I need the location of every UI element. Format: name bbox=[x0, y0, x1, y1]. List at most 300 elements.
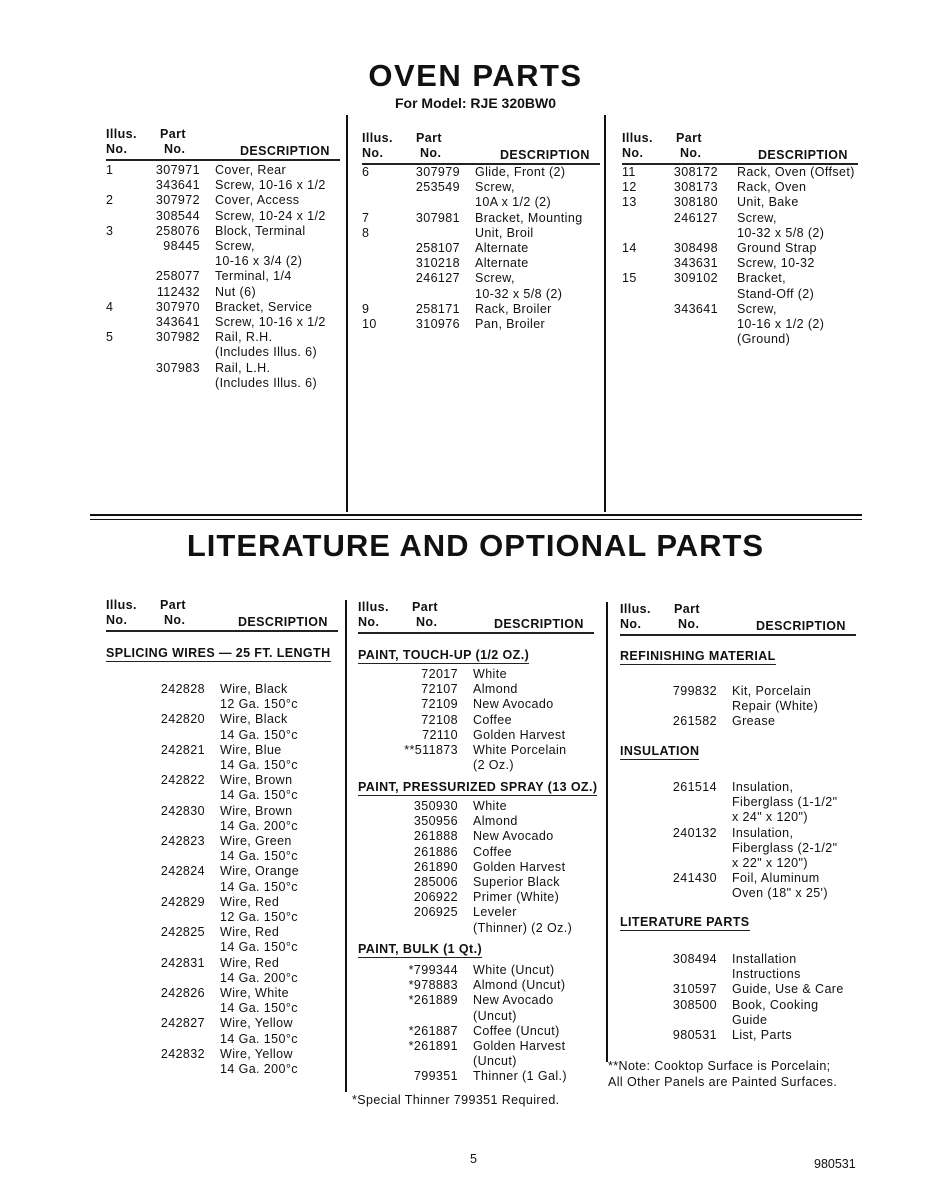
description: (2 Oz.) bbox=[473, 758, 514, 773]
table-row bbox=[358, 743, 618, 758]
description: Rack, Oven bbox=[737, 180, 807, 195]
part-number: 72110 bbox=[422, 727, 458, 742]
description: Alternate bbox=[475, 241, 529, 255]
part-header-no: No. bbox=[164, 613, 186, 627]
description: (Includes Illus. 6) bbox=[215, 375, 318, 390]
description: Guide, Use & Care bbox=[732, 982, 844, 997]
description: Screw, bbox=[475, 180, 515, 195]
description: (Uncut) bbox=[473, 1008, 517, 1023]
table-row bbox=[362, 241, 622, 256]
illus-header: Illus. bbox=[362, 131, 393, 145]
description: Bracket, Service bbox=[215, 299, 313, 314]
description: Unit, Broil bbox=[475, 225, 534, 240]
description: Wire, Red bbox=[220, 894, 280, 909]
table-row bbox=[106, 300, 366, 315]
table-row bbox=[362, 317, 622, 332]
part-number: 242826 bbox=[160, 986, 205, 1000]
part-number: 258076 bbox=[155, 223, 200, 238]
table-row bbox=[622, 287, 882, 302]
description: 14 Ga. 150°c bbox=[220, 879, 298, 894]
description: 14 Ga. 150°c bbox=[220, 940, 298, 955]
illus-number: 5 bbox=[106, 330, 114, 345]
description: Screw, bbox=[737, 210, 777, 225]
description: 14 Ga. 150°c bbox=[220, 849, 298, 864]
part-number: **511873 bbox=[404, 743, 458, 757]
part-number: 242821 bbox=[160, 742, 205, 757]
table-row bbox=[106, 178, 366, 193]
illus-header-no: No. bbox=[106, 142, 128, 156]
part-number: 242823 bbox=[160, 834, 205, 848]
part-number: 307971 bbox=[155, 163, 200, 177]
table-row bbox=[106, 910, 366, 925]
description: 12 Ga. 150°c bbox=[220, 910, 298, 924]
description: 10-32 x 5/8 (2) bbox=[737, 225, 825, 240]
table-row bbox=[362, 180, 622, 195]
table-row bbox=[620, 998, 880, 1013]
description-header: DESCRIPTION bbox=[494, 617, 584, 631]
part-number: 980531 bbox=[672, 1028, 717, 1042]
part-number: 307981 bbox=[415, 210, 460, 225]
table-row bbox=[106, 758, 366, 773]
table-row bbox=[106, 209, 366, 224]
table-row bbox=[358, 1024, 618, 1039]
table-row bbox=[358, 667, 618, 682]
part-number: 72109 bbox=[421, 697, 458, 712]
illus-header-no: No. bbox=[362, 146, 384, 160]
part-header: Part bbox=[416, 131, 442, 145]
table-row bbox=[106, 895, 366, 910]
header-rule bbox=[620, 634, 856, 636]
illus-header: Illus. bbox=[358, 600, 389, 614]
part-number: 310976 bbox=[415, 317, 460, 331]
part-number: 350956 bbox=[413, 814, 458, 829]
description: Almond bbox=[473, 682, 518, 697]
part-number: 72107 bbox=[421, 682, 458, 697]
table-row bbox=[358, 1069, 618, 1084]
section-divider bbox=[90, 519, 862, 520]
table-row bbox=[362, 211, 622, 226]
part-number: 242828 bbox=[160, 682, 205, 696]
table-row bbox=[620, 810, 880, 825]
description: (Ground) bbox=[737, 332, 791, 347]
header-rule bbox=[106, 630, 338, 632]
description: Fiberglass (2-1/2" bbox=[732, 840, 838, 855]
part-number: 258107 bbox=[415, 241, 460, 255]
description: Almond bbox=[473, 814, 518, 829]
table-row bbox=[622, 302, 882, 317]
section-heading: REFINISHING MATERIAL bbox=[620, 649, 776, 663]
part-number: 343631 bbox=[673, 256, 718, 271]
description-header: DESCRIPTION bbox=[500, 148, 590, 162]
description: Coffee bbox=[473, 712, 513, 727]
description: Superior Black bbox=[473, 875, 560, 889]
table-row bbox=[620, 856, 880, 871]
description: Ground Strap bbox=[737, 241, 817, 255]
illus-number: 2 bbox=[106, 193, 114, 208]
description: 14 Ga. 150°c bbox=[220, 727, 298, 742]
part-number: 253549 bbox=[415, 180, 460, 195]
description: (Uncut) bbox=[473, 1054, 517, 1069]
part-header: Part bbox=[676, 131, 702, 145]
part-number: 307970 bbox=[155, 299, 200, 314]
description: (Includes Illus. 6) bbox=[215, 345, 318, 360]
part-number: 308498 bbox=[673, 241, 718, 255]
description: White bbox=[473, 667, 507, 681]
part-number: 307979 bbox=[415, 165, 460, 179]
table-row bbox=[106, 986, 366, 1001]
description: 12 Ga. 150°c bbox=[220, 697, 298, 712]
table-row bbox=[362, 287, 622, 302]
description: Wire, Black bbox=[220, 682, 288, 696]
illus-number: 1 bbox=[106, 163, 114, 177]
description: Book, Cooking bbox=[732, 997, 819, 1012]
description: Screw, 10-16 x 1/2 bbox=[215, 178, 326, 193]
part-number: 308180 bbox=[673, 195, 718, 210]
part-number: 258171 bbox=[415, 301, 460, 316]
description: 10-16 x 3/4 (2) bbox=[215, 254, 303, 269]
table-row bbox=[106, 743, 366, 758]
part-header-no: No. bbox=[678, 617, 700, 631]
description: Wire, Red bbox=[220, 955, 280, 970]
table-row bbox=[106, 819, 366, 834]
table-row bbox=[106, 834, 366, 849]
part-number: 343641 bbox=[155, 315, 200, 329]
description-header: DESCRIPTION bbox=[756, 619, 846, 633]
illus-header: Illus. bbox=[622, 131, 653, 145]
description: Screw, bbox=[215, 239, 255, 253]
table-row bbox=[362, 165, 622, 180]
illus-number: 14 bbox=[622, 241, 637, 255]
part-number: 206922 bbox=[413, 890, 458, 905]
part-number: *978883 bbox=[408, 978, 458, 993]
part-number: 242825 bbox=[160, 925, 205, 940]
description: White Porcelain bbox=[473, 743, 567, 757]
description: Golden Harvest bbox=[473, 727, 566, 742]
part-number: 72108 bbox=[421, 712, 458, 727]
description: Pan, Broiler bbox=[475, 317, 546, 331]
description: Insulation, bbox=[732, 825, 794, 840]
table-row bbox=[106, 880, 366, 895]
description: New Avocado bbox=[473, 697, 554, 712]
description: Glide, Front (2) bbox=[475, 165, 566, 179]
illus-number: 9 bbox=[362, 301, 370, 316]
part-number: 258077 bbox=[155, 269, 200, 284]
part-number: 242827 bbox=[160, 1016, 205, 1031]
part-header-no: No. bbox=[416, 615, 438, 629]
illus-number: 11 bbox=[622, 165, 636, 179]
description: Almond (Uncut) bbox=[473, 978, 566, 993]
description: Wire, Brown bbox=[220, 773, 293, 788]
table-row bbox=[620, 826, 880, 841]
table-row bbox=[106, 940, 366, 955]
table-row bbox=[358, 1009, 618, 1024]
table-row bbox=[106, 1047, 366, 1062]
description: Rail, R.H. bbox=[215, 330, 273, 345]
part-number: 206925 bbox=[413, 905, 458, 920]
description: Wire, Brown bbox=[220, 803, 293, 818]
description: Primer (White) bbox=[473, 890, 560, 905]
description: Terminal, 1/4 bbox=[215, 269, 292, 284]
description: 10A x 1/2 (2) bbox=[475, 195, 552, 210]
table-row bbox=[622, 332, 882, 347]
part-number: 240132 bbox=[672, 825, 717, 840]
table-row bbox=[622, 241, 882, 256]
table-row bbox=[358, 845, 618, 860]
part-number: 246127 bbox=[673, 210, 718, 225]
illus-number: 12 bbox=[622, 180, 637, 195]
table-row bbox=[622, 317, 882, 332]
table-row bbox=[358, 829, 618, 844]
table-row bbox=[106, 269, 366, 284]
illus-header: Illus. bbox=[106, 127, 137, 141]
description: 10-16 x 1/2 (2) bbox=[737, 317, 825, 331]
description: Wire, Black bbox=[220, 712, 288, 727]
table-row bbox=[106, 773, 366, 788]
illus-number: 13 bbox=[622, 195, 637, 210]
table-row bbox=[362, 256, 622, 271]
table-row bbox=[620, 684, 880, 699]
part-number: 242830 bbox=[160, 803, 205, 818]
table-row bbox=[358, 814, 618, 829]
description: Instructions bbox=[732, 967, 801, 982]
description: Nut (6) bbox=[215, 284, 257, 299]
illus-number: 6 bbox=[362, 165, 370, 179]
part-number: 308500 bbox=[672, 997, 717, 1012]
description: x 22" x 120") bbox=[732, 856, 808, 870]
table-row bbox=[358, 799, 618, 814]
description: New Avocado bbox=[473, 993, 554, 1008]
header-rule bbox=[358, 632, 594, 634]
section-heading: PAINT, TOUCH-UP (1/2 OZ.) bbox=[358, 648, 530, 662]
table-row bbox=[106, 728, 366, 743]
table-row bbox=[106, 330, 366, 345]
table-row bbox=[106, 925, 366, 940]
description: Screw, 10-24 x 1/2 bbox=[215, 208, 326, 223]
part-number: 261582 bbox=[672, 714, 717, 729]
description: Screw, bbox=[475, 271, 515, 286]
description: Rail, L.H. bbox=[215, 360, 271, 375]
illus-header-no: No. bbox=[620, 617, 642, 631]
description: 14 Ga. 150°c bbox=[220, 788, 298, 803]
table-row bbox=[358, 921, 618, 936]
section-heading: LITERATURE PARTS bbox=[620, 915, 750, 929]
illus-header: Illus. bbox=[106, 598, 137, 612]
description: Wire, Green bbox=[220, 834, 292, 848]
description: Thinner (1 Gal.) bbox=[473, 1069, 567, 1084]
section-heading: SPLICING WIRES — 25 FT. LENGTH bbox=[106, 646, 331, 660]
description: Wire, Orange bbox=[220, 864, 300, 879]
part-header: Part bbox=[160, 127, 186, 141]
table-row bbox=[106, 239, 366, 254]
description: Golden Harvest bbox=[473, 859, 566, 874]
table-row bbox=[106, 163, 366, 178]
part-header-no: No. bbox=[420, 146, 442, 160]
table-row bbox=[622, 271, 882, 286]
table-row bbox=[106, 682, 366, 697]
table-row bbox=[106, 315, 366, 330]
part-header: Part bbox=[674, 602, 700, 616]
illus-number: 4 bbox=[106, 299, 114, 314]
description: 14 Ga. 150°c bbox=[220, 1001, 298, 1016]
description: Cover, Rear bbox=[215, 163, 287, 177]
part-number: 261886 bbox=[413, 844, 458, 859]
table-row bbox=[620, 714, 880, 729]
description: Wire, White bbox=[220, 986, 289, 1000]
description: Oven (18" x 25') bbox=[732, 886, 828, 901]
part-number: 242832 bbox=[160, 1046, 205, 1061]
description: Unit, Bake bbox=[737, 195, 799, 210]
table-row bbox=[358, 905, 618, 920]
table-row bbox=[362, 302, 622, 317]
description: Fiberglass (1-1/2" bbox=[732, 795, 838, 810]
description: 14 Ga. 200°c bbox=[220, 1062, 298, 1076]
description: Bracket, Mounting bbox=[475, 210, 583, 225]
description: New Avocado bbox=[473, 829, 554, 844]
description: Rack, Broiler bbox=[475, 301, 552, 316]
table-row bbox=[358, 875, 618, 890]
part-number: 72017 bbox=[421, 667, 458, 681]
description: Stand-Off (2) bbox=[737, 286, 815, 301]
description: List, Parts bbox=[732, 1028, 792, 1042]
description: x 24" x 120") bbox=[732, 810, 808, 825]
table-row bbox=[358, 728, 618, 743]
table-row bbox=[620, 841, 880, 856]
part-number: 799832 bbox=[672, 684, 717, 698]
description: Kit, Porcelain bbox=[732, 684, 812, 698]
table-row bbox=[106, 361, 366, 376]
header-rule bbox=[106, 159, 340, 161]
table-row bbox=[106, 804, 366, 819]
table-row bbox=[106, 224, 366, 239]
table-row bbox=[620, 952, 880, 967]
description: White (Uncut) bbox=[473, 963, 555, 977]
part-number: 98445 bbox=[163, 239, 200, 253]
part-number: 799351 bbox=[413, 1069, 458, 1084]
description: 14 Ga. 200°c bbox=[220, 818, 298, 833]
table-row bbox=[106, 376, 366, 391]
table-row bbox=[106, 193, 366, 208]
part-header-no: No. bbox=[164, 142, 186, 156]
part-number: 307982 bbox=[155, 330, 200, 345]
description: 14 Ga. 200°c bbox=[220, 970, 298, 985]
description: White bbox=[473, 799, 507, 813]
table-row bbox=[358, 963, 618, 978]
table-row bbox=[622, 211, 882, 226]
table-row bbox=[106, 1001, 366, 1016]
illus-number: 15 bbox=[622, 271, 637, 286]
table-row bbox=[106, 864, 366, 879]
part-number: 343641 bbox=[673, 301, 718, 316]
part-number: 261890 bbox=[413, 859, 458, 874]
table-row bbox=[106, 1062, 366, 1077]
part-number: 242831 bbox=[160, 955, 205, 970]
part-number: 242829 bbox=[160, 894, 205, 909]
table-row bbox=[620, 886, 880, 901]
description: Coffee (Uncut) bbox=[473, 1023, 560, 1038]
part-number: 242822 bbox=[160, 773, 205, 788]
description: 10-32 x 5/8 (2) bbox=[475, 286, 563, 301]
part-number: 307983 bbox=[155, 360, 200, 375]
model-subtitle: For Model: RJE 320BW0 bbox=[394, 95, 557, 111]
table-row bbox=[106, 254, 366, 269]
part-number: 112432 bbox=[156, 284, 200, 299]
section-heading: PAINT, PRESSURIZED SPRAY (13 OZ.) bbox=[358, 780, 598, 794]
description: Coffee bbox=[473, 844, 513, 859]
table-row bbox=[358, 758, 618, 773]
illus-number: 7 bbox=[362, 210, 370, 225]
table-row bbox=[620, 780, 880, 795]
illus-header-no: No. bbox=[358, 615, 380, 629]
description-header: DESCRIPTION bbox=[238, 615, 328, 629]
table-row bbox=[358, 713, 618, 728]
part-number: 261514 bbox=[672, 780, 717, 794]
part-number: *261887 bbox=[408, 1023, 458, 1038]
description: Repair (White) bbox=[732, 699, 819, 714]
table-row bbox=[358, 697, 618, 712]
part-number: 246127 bbox=[415, 271, 460, 286]
table-row bbox=[362, 195, 622, 210]
description: 14 Ga. 150°c bbox=[220, 758, 298, 772]
table-row bbox=[620, 795, 880, 810]
part-number: 343641 bbox=[155, 178, 200, 193]
table-row bbox=[106, 285, 366, 300]
part-number: *799344 bbox=[408, 963, 458, 977]
description: (Thinner) (2 Oz.) bbox=[473, 920, 573, 935]
part-number: 241430 bbox=[672, 871, 717, 886]
table-row bbox=[620, 699, 880, 714]
part-header: Part bbox=[412, 600, 438, 614]
part-number: 309102 bbox=[673, 271, 718, 286]
document-number: 980531 bbox=[814, 1157, 856, 1171]
part-number: 310218 bbox=[415, 256, 460, 271]
table-row bbox=[106, 697, 366, 712]
description: Installation bbox=[732, 952, 797, 966]
description: Screw, bbox=[737, 301, 777, 316]
part-number: 350930 bbox=[413, 799, 458, 813]
part-number: 242824 bbox=[160, 864, 205, 879]
illus-header-no: No. bbox=[622, 146, 644, 160]
section-divider bbox=[90, 514, 862, 516]
table-row bbox=[358, 1054, 618, 1069]
footnote: All Other Panels are Painted Surfaces. bbox=[608, 1074, 838, 1089]
literature-title: LITERATURE AND OPTIONAL PARTS bbox=[186, 528, 765, 563]
part-number: 261888 bbox=[413, 829, 458, 844]
table-row bbox=[622, 256, 882, 271]
description: Wire, Red bbox=[220, 925, 280, 940]
table-row bbox=[106, 1032, 366, 1047]
table-row bbox=[620, 1028, 880, 1043]
description: Wire, Yellow bbox=[220, 1016, 293, 1031]
table-row bbox=[362, 271, 622, 286]
description-header: DESCRIPTION bbox=[240, 144, 330, 158]
illus-number: 3 bbox=[106, 223, 114, 238]
table-row bbox=[620, 871, 880, 886]
table-row bbox=[106, 849, 366, 864]
part-number: 308172 bbox=[673, 165, 718, 179]
table-row bbox=[106, 971, 366, 986]
part-number: 307972 bbox=[155, 193, 200, 208]
description-header: DESCRIPTION bbox=[758, 148, 848, 162]
description: Guide bbox=[732, 1012, 768, 1027]
table-row bbox=[620, 967, 880, 982]
description: Screw, 10-16 x 1/2 bbox=[215, 315, 326, 329]
description: Screw, 10-32 bbox=[737, 256, 815, 271]
table-row bbox=[358, 978, 618, 993]
description: Rack, Oven (Offset) bbox=[737, 165, 855, 179]
description: Block, Terminal bbox=[215, 223, 306, 238]
description: 14 Ga. 150°c bbox=[220, 1031, 298, 1046]
part-header: Part bbox=[160, 598, 186, 612]
